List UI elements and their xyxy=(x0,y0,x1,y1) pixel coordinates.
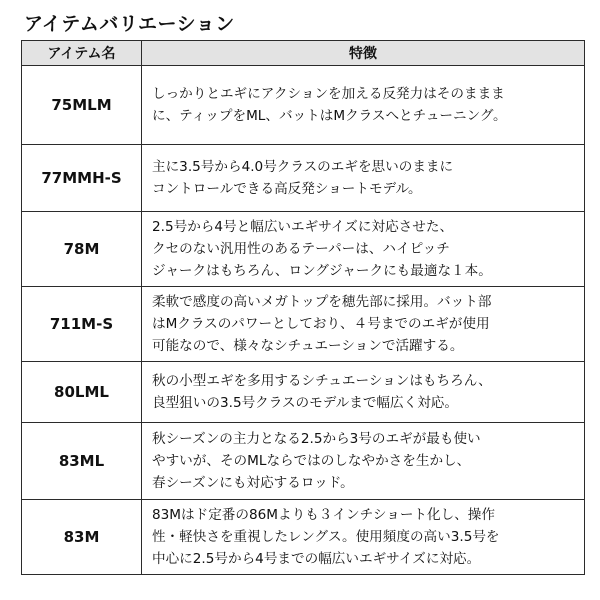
item-name-cell: 80LML xyxy=(22,362,142,423)
feature-cell xyxy=(142,287,585,362)
feature-line: 秋の小型エギを多用するシチュエーションはもちろん、 xyxy=(152,373,492,389)
feature-line: 2.5号から4号と幅広いエギサイズに対応させた、 xyxy=(152,219,454,235)
feature-line: 主に3.5号から4.0号クラスのエギを思いのままに xyxy=(152,159,454,175)
feature-cell xyxy=(142,423,585,500)
feature-line: 柔軟で感度の高いメガトップを穂先部に採用。バット部 xyxy=(152,294,492,310)
feature-cell xyxy=(142,212,585,287)
table-header-row xyxy=(22,41,585,66)
item-name-cell: 77MMH-S xyxy=(22,145,142,212)
feature-line: 可能なので、様々なシチュエーションで活躍する。 xyxy=(152,338,464,354)
feature-line: クセのない汎用性のあるテーパーは、ハイピッチ xyxy=(152,241,450,257)
feature-cell xyxy=(142,500,585,575)
column-header-item-name: アイテム名 xyxy=(22,41,142,66)
feature-line: 中心に2.5号から4号までの幅広いエギサイズに対応。 xyxy=(152,551,481,567)
table-row xyxy=(22,287,585,362)
item-name-cell: 78M xyxy=(22,212,142,287)
feature-line: ジャークはもちろん、ロングジャークにも最適な１本。 xyxy=(152,263,492,279)
feature-cell xyxy=(142,66,585,145)
item-name-cell: 75MLM xyxy=(22,66,142,145)
item-name-cell: 83M xyxy=(22,500,142,575)
feature-line: 春シーズンにも対応するロッド。 xyxy=(152,475,354,491)
feature-line: に、ティップをML、バットはMクラスへとチューニング。 xyxy=(152,108,507,124)
column-header-feature: 特徴 xyxy=(142,41,585,66)
table-row xyxy=(22,362,585,423)
feature-line: 良型狙いの3.5号クラスのモデルまで幅広く対応。 xyxy=(152,395,458,411)
table-row xyxy=(22,66,585,145)
feature-cell xyxy=(142,145,585,212)
feature-line: コントロールできる高反発ショートモデル。 xyxy=(152,181,422,197)
item-name-cell: 711M-S xyxy=(22,287,142,362)
table-row xyxy=(22,145,585,212)
table-row xyxy=(22,423,585,500)
table-row xyxy=(22,212,585,287)
page-title: アイテムバリエーション xyxy=(24,13,235,35)
feature-cell xyxy=(142,362,585,423)
feature-line: しっかりとエギにアクションを加える反発力はそのままま xyxy=(152,86,505,102)
feature-line: 性・軽快さを重視したレングス。使用頻度の高い3.5号を xyxy=(152,529,500,545)
feature-line: 秋シーズンの主力となる2.5から3号のエギが最も使い xyxy=(152,431,481,447)
feature-line: はMクラスのパワーとしており、４号までのエギが使用 xyxy=(152,316,490,332)
table-row xyxy=(22,500,585,575)
feature-line: 83Mはド定番の86Mよりも３インチショート化し、操作 xyxy=(152,507,495,523)
item-name-cell: 83ML xyxy=(22,423,142,500)
item-variation-table xyxy=(21,40,585,575)
feature-line: やすいが、そのMLならではのしなやかさを生かし、 xyxy=(152,453,471,469)
